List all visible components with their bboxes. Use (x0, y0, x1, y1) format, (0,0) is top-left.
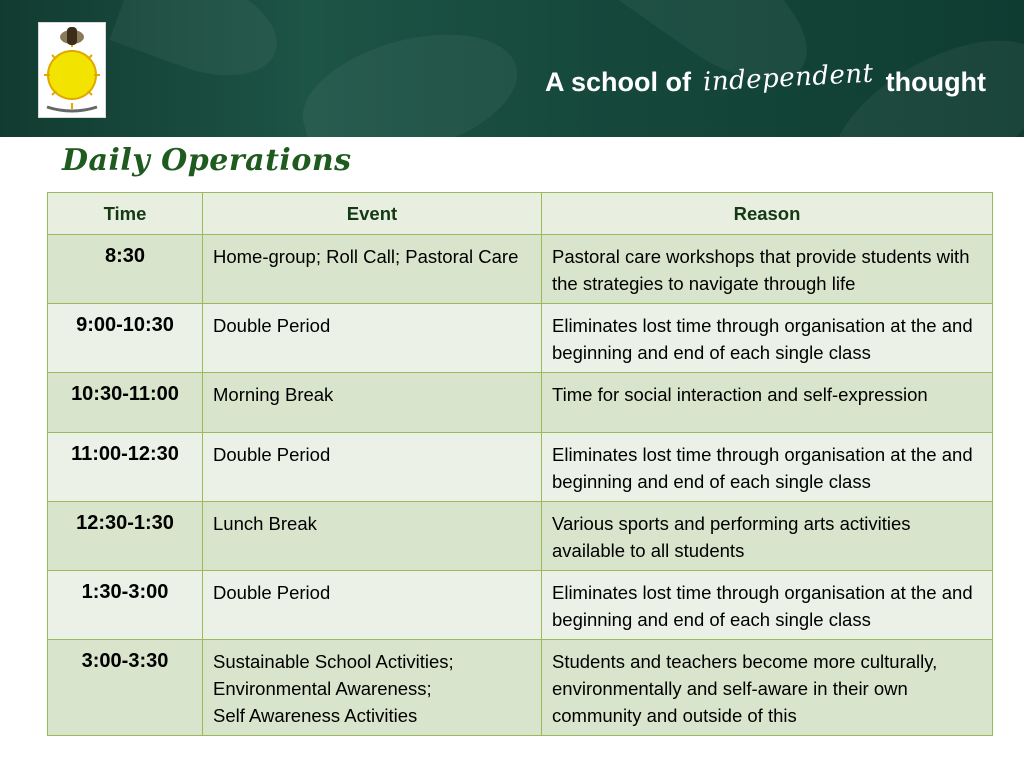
table-row (48, 433, 993, 502)
daily-schedule-table (47, 192, 993, 736)
tagline-suffix: thought (885, 66, 987, 97)
table-row (48, 373, 993, 433)
cell-reason: Pastoral care workshops that provide students with the strategies to navigate through life (542, 235, 993, 304)
tagline-prefix: A school of (545, 66, 691, 97)
table-row (48, 640, 993, 736)
cell-event (203, 304, 542, 373)
table-header-row (48, 193, 993, 235)
header-reason: Reason (542, 193, 993, 235)
event-line: Double Period (213, 582, 331, 603)
cell-reason: Eliminates lost time through organisation at the and beginning and end of each single class (542, 433, 993, 502)
header-event: Event (203, 193, 542, 235)
school-tagline (545, 52, 986, 112)
cell-time: 12:30-1:30 (48, 502, 203, 571)
event-line: Double Period (213, 315, 331, 336)
event-line: Double Period (213, 444, 331, 465)
cell-time: 3:00-3:30 (48, 640, 203, 736)
page-title: Daily Operations (62, 143, 352, 178)
cell-time: 8:30 (48, 235, 203, 304)
cell-reason: Eliminates lost time through organisation at the and beginning and end of each single class (542, 304, 993, 373)
cell-event (203, 433, 542, 502)
table-row (48, 235, 993, 304)
table-row (48, 502, 993, 571)
cell-event (203, 373, 542, 433)
cell-time: 10:30-11:00 (48, 373, 203, 433)
cell-time: 11:00-12:30 (48, 433, 203, 502)
event-line: Lunch Break (213, 513, 317, 534)
table-row (48, 571, 993, 640)
event-line: Self Awareness Activities (213, 705, 418, 726)
event-line: Home-group; Roll Call; Pastoral Care (213, 246, 519, 267)
cell-event (203, 502, 542, 571)
cell-reason: Eliminates lost time through organisation at the and beginning and end of each single class (542, 571, 993, 640)
event-line: Environmental Awareness; (213, 678, 432, 699)
table-row (48, 304, 993, 373)
cell-event (203, 235, 542, 304)
cell-time: 1:30-3:00 (48, 571, 203, 640)
cell-reason: Students and teachers become more culturally, environmentally and self-aware in their own community and outside of this (542, 640, 993, 736)
school-crest-logo (38, 22, 106, 118)
event-line: Sustainable School Activities; (213, 651, 454, 672)
cell-event (203, 640, 542, 736)
cell-event (203, 571, 542, 640)
leaf-decoration (109, 0, 290, 95)
cell-reason: Time for social interaction and self-expression (542, 373, 993, 433)
tagline-script-word: independent (702, 58, 875, 98)
cell-time: 9:00-10:30 (48, 304, 203, 373)
header-time: Time (48, 193, 203, 235)
event-line: Morning Break (213, 384, 334, 405)
leaf-decoration (290, 13, 531, 137)
cell-reason: Various sports and performing arts activities available to all students (542, 502, 993, 571)
header-banner (0, 0, 1024, 137)
